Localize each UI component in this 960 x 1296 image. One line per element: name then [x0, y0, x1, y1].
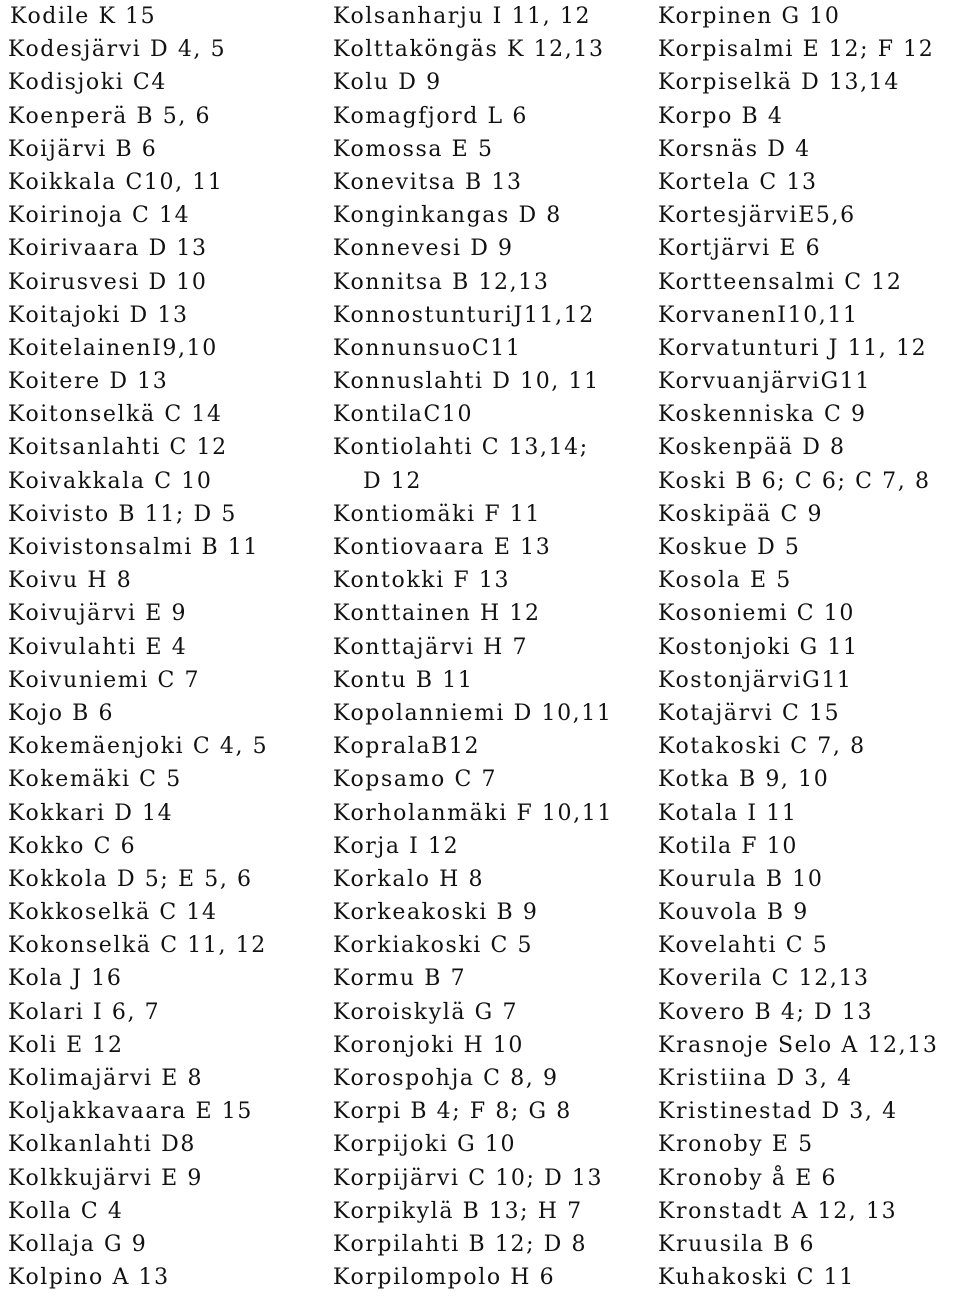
index-entry: Kronoby å E 6: [658, 1165, 838, 1191]
index-entry: Koskenpää D 8: [658, 435, 846, 461]
index-entry: KoitelainenI9,10: [8, 335, 218, 361]
index-entry: Kuhakoski C 11: [658, 1265, 855, 1291]
index-entry: Koitere D 13: [8, 369, 169, 395]
index-entry: Korpi B 4; F 8; G 8: [333, 1099, 572, 1125]
index-entry: Koikkala C10, 11: [8, 169, 224, 195]
index-entry: Kolari I 6, 7: [8, 999, 161, 1025]
index-entry: Koirinoja C 14: [8, 203, 191, 229]
index-entry: Koitonselkä C 14: [8, 402, 223, 428]
index-entry: Konnitsa B 12,13: [333, 269, 550, 295]
index-entry: Korvatunturi J 11, 12: [658, 335, 928, 361]
index-entry: KorvanenI10,11: [658, 302, 859, 328]
index-entry: Korpijoki G 10: [333, 1132, 517, 1158]
index-entry: Kodesjärvi D 4, 5: [8, 37, 227, 63]
index-entry: Kristinestad D 3, 4: [658, 1099, 898, 1125]
index-entry: Konnevesi D 9: [333, 236, 514, 262]
index-entry: KonnunsuoC11: [333, 335, 522, 361]
index-entry: Korospohja C 8, 9: [333, 1066, 559, 1091]
index-entry: KonnostunturiJ11,12: [333, 302, 595, 328]
index-entry: Komagfjord L 6: [333, 103, 528, 129]
index-entry: Koenperä B 5, 6: [8, 103, 212, 129]
index-entry: Kristiina D 3, 4: [658, 1066, 853, 1091]
index-entry: Kokkari D 14: [8, 800, 174, 826]
index-entry: Kokko C 6: [8, 833, 137, 859]
index-entry: Kokemäenjoki C 4, 5: [8, 734, 269, 760]
index-entry: Koivulahti E 4: [8, 634, 188, 660]
index-entry: Kolsanharju I 11, 12: [333, 4, 592, 29]
index-column-1: [8, 0, 326, 1294]
index-entry: Kortjärvi E 6: [658, 236, 822, 262]
index-entry: Korholanmäki F 10,11: [333, 800, 613, 826]
index-entry: Kolkanlahti D8: [8, 1132, 196, 1158]
index-entry: Kopolanniemi D 10,11: [333, 700, 613, 726]
index-entry: Kontokki F 13: [333, 568, 511, 594]
index-entry: Komossa E 5: [333, 136, 494, 162]
index-entry: Kovelahti C 5: [658, 933, 829, 959]
index-entry: Koskue D 5: [658, 535, 801, 560]
index-entry: Konnuslahti D 10, 11: [333, 369, 600, 395]
index-entry: Kronstadt A 12, 13: [658, 1198, 898, 1224]
index-entry: Korpisalmi E 12; F 12: [658, 37, 935, 63]
index-entry: Korpinen G 10: [658, 4, 841, 29]
index-entry: Kourula B 10: [658, 866, 824, 892]
index-entry: Kolttaköngäs K 12,13: [333, 37, 605, 63]
index-entry: Kopsamo C 7: [333, 767, 498, 793]
index-entry: Kokemäki C 5: [8, 767, 182, 793]
index-entry: Kojo B 6: [8, 700, 115, 726]
index-entry: D 12: [363, 468, 423, 494]
index-entry: Korpilahti B 12; D 8: [333, 1231, 588, 1257]
index-entry: Koskipää C 9: [658, 501, 824, 527]
index-entry: Kotila F 10: [658, 833, 798, 859]
index-entry: Kodile K 15: [10, 4, 157, 29]
index-entry: Kouvola B 9: [658, 900, 809, 926]
index-entry: Konttainen H 12: [333, 601, 541, 627]
index-entry: Kotakoski C 7, 8: [658, 734, 866, 760]
index-entry: Kollaja G 9: [8, 1231, 148, 1257]
index-entry: Korkeakoski B 9: [333, 900, 539, 926]
index-entry: Kortela C 13: [658, 169, 818, 195]
index-entry: KorvuanjärviG11: [658, 369, 871, 395]
index-entry: Kortteensalmi C 12: [658, 269, 903, 295]
index-entry: Koivisto B 11; D 5: [8, 501, 237, 527]
index-entry: Korkiakoski C 5: [333, 933, 534, 959]
index-entry: Koivujärvi E 9: [8, 601, 188, 627]
index-entry: Kolla C 4: [8, 1198, 124, 1224]
index-entry: Koljakkavaara E 15: [8, 1099, 253, 1125]
index-entry: Kosoniemi C 10: [658, 601, 855, 627]
index-entry: Korkalo H 8: [333, 866, 485, 892]
index-entry: Koverila C 12,13: [658, 966, 870, 992]
index-entry: Korsnäs D 4: [658, 136, 811, 162]
index-entry: Kotala I 11: [658, 800, 798, 826]
index-entry: Koitajoki D 13: [8, 302, 189, 328]
index-entry: Kolimajärvi E 8: [8, 1066, 204, 1091]
index-entry: Koirivaara D 13: [8, 236, 208, 262]
index-entry: Konevitsa B 13: [333, 169, 523, 195]
index-entry: KontilaC10: [333, 402, 474, 428]
index-entry: Kokkoselkä C 14: [8, 900, 218, 926]
index-entry: Kolkkujärvi E 9: [8, 1165, 203, 1191]
index-entry: Krasnoje Selo A 12,13: [658, 1032, 939, 1058]
index-entry: Koirusvesi D 10: [8, 269, 208, 295]
index-entry: Kruusila B 6: [658, 1231, 816, 1257]
index-entry: Koivakkala C 10: [8, 468, 213, 494]
index-entry: Koivistonsalmi B 11: [8, 535, 260, 560]
index-entry: Koijärvi B 6: [8, 136, 158, 162]
index-entry: Koroiskylä G 7: [333, 999, 519, 1025]
index-entry: Koskenniska C 9: [658, 402, 867, 428]
index-entry: Kontu B 11: [333, 667, 474, 693]
index-entry: Koivu H 8: [8, 568, 133, 594]
index-entry: Kovero B 4; D 13: [658, 999, 874, 1025]
index-entry: Kotajärvi C 15: [658, 700, 841, 726]
index-column-2: [333, 0, 651, 1294]
index-entry: Kokonselkä C 11, 12: [8, 933, 267, 959]
index-entry: Korpijärvi C 10; D 13: [333, 1165, 604, 1191]
index-entry: Koitsanlahti C 12: [8, 435, 228, 461]
index-entry: Kostonjoki G 11: [658, 634, 859, 660]
index-entry: Koski B 6; C 6; C 7, 8: [658, 468, 931, 494]
index-entry: Korpikylä B 13; H 7: [333, 1198, 583, 1224]
index-entry: Kolpino A 13: [8, 1265, 170, 1291]
index-entry: Kontiomäki F 11: [333, 501, 541, 527]
index-entry: Koivuniemi C 7: [8, 667, 201, 693]
index-entry: Kodisjoki C4: [8, 70, 167, 96]
index-entry: Korpilompolo H 6: [333, 1265, 556, 1291]
index-entry: Korpo B 4: [658, 103, 784, 129]
index-entry: Konttajärvi H 7: [333, 634, 529, 660]
index-entry: Konginkangas D 8: [333, 203, 562, 229]
index-entry: Kosola E 5: [658, 568, 792, 594]
index-entry: Koronjoki H 10: [333, 1032, 525, 1058]
index-entry: Korpiselkä D 13,14: [658, 70, 900, 96]
index-entry: Kokkola D 5; E 5, 6: [8, 866, 253, 892]
index-entry: KopralaB12: [333, 734, 481, 760]
index-entry: Kontiovaara E 13: [333, 535, 552, 560]
index-column-3: [658, 0, 958, 1294]
index-entry: KortesjärviE5,6: [658, 203, 856, 229]
index-entry: Kronoby E 5: [658, 1132, 814, 1158]
index-entry: Kotka B 9, 10: [658, 767, 830, 793]
index-entry: Kola J 16: [8, 966, 123, 992]
index-entry: Kolu D 9: [333, 70, 442, 96]
index-entry: Koli E 12: [8, 1032, 124, 1058]
index-entry: KostonjärviG11: [658, 667, 853, 693]
index-entry: Korja I 12: [333, 833, 460, 859]
index-entry: Kontiolahti C 13,14;: [333, 435, 589, 461]
index-entry: Kormu B 7: [333, 966, 467, 992]
